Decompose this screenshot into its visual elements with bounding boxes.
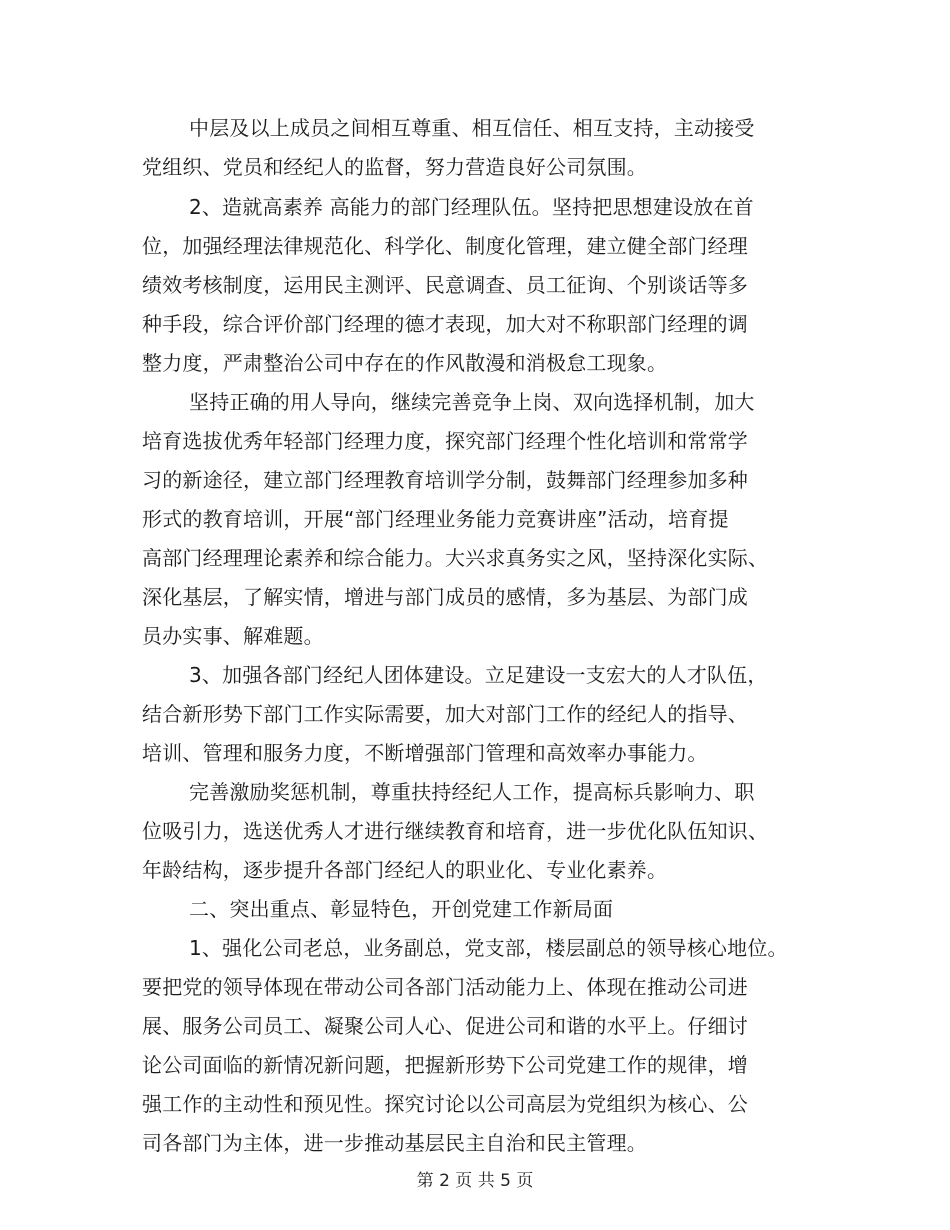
section-heading: 二、突出重点、彰显特色，开创党建工作新局面 xyxy=(189,897,614,921)
text-line: 要把党的领导体现在带动公司各部门活动能力上、体现在推动公司进 xyxy=(142,975,748,999)
text-line: 中层及以上成员之间相互尊重、相互信任、相互支持，主动接受 xyxy=(189,116,755,140)
text-line: 高部门经理理论素养和综合能力。大兴求真务实之风，坚持深化实际、 xyxy=(142,546,769,570)
text-line: 员办实事、解难题。 xyxy=(142,624,324,648)
text-line: 种手段，综合评价部门经理的德才表现，加大对不称职部门经理的调 xyxy=(142,312,748,336)
text-line: 深化基层，了解实情，增进与部门成员的感情，多为基层、为部门成 xyxy=(142,585,748,609)
text-line: 培育选拔优秀年轻部门经理力度，探究部门经理个性化培训和常常学 xyxy=(142,429,748,453)
text-line: 3、加强各部门经纪人团体建设。立足建设一支宏大的人才队伍， xyxy=(189,663,768,687)
text-line: 论公司面临的新情况新问题，把握新形势下公司党建工作的规律，增 xyxy=(142,1053,748,1077)
text-line: 1、强化公司老总，业务副总，党支部，楼层副总的领导核心地位。 xyxy=(189,936,788,960)
text-line: 坚持正确的用人导向，继续完善竞争上岗、双向选择机制，加大 xyxy=(189,390,755,414)
text-line: 形式的教育培训，开展“部门经理业务能力竞赛讲座”活动，培育提 xyxy=(142,507,729,531)
text-line: 整力度，严肃整治公司中存在的作风散漫和消极怠工现象。 xyxy=(142,351,668,375)
text-line: 习的新途径，建立部门经理教育培训学分制，鼓舞部门经理参加多种 xyxy=(142,468,748,492)
text-line: 结合新形势下部门工作实际需要，加大对部门工作的经纪人的指导、 xyxy=(142,702,748,726)
text-line: 强工作的主动性和预见性。探究讨论以公司高层为党组织为核心、公 xyxy=(142,1092,748,1116)
text-line: 绩效考核制度，运用民主测评、民意调查、员工征询、个别谈话等多 xyxy=(142,273,748,297)
text-line: 展、服务公司员工、凝聚公司人心、促进公司和谐的水平上。仔细讨 xyxy=(142,1014,748,1038)
page-number-footer: 第 2 页 共 5 页 xyxy=(416,1171,534,1191)
text-line: 司各部门为主体，进一步推动基层民主自治和民主管理。 xyxy=(142,1131,647,1155)
text-line: 位，加强经理法律规范化、科学化、制度化管理，建立健全部门经理 xyxy=(142,234,748,258)
text-line: 位吸引力，选送优秀人才进行继续教育和培育，进一步优化队伍知识、 xyxy=(142,819,769,843)
text-line: 2、造就高素养 高能力的部门经理队伍。坚持把思想建设放在首 xyxy=(189,195,754,219)
text-line: 培训、管理和服务力度，不断增强部门管理和高效率办事能力。 xyxy=(142,741,708,765)
text-line: 完善激励奖惩机制，尊重扶持经纪人工作，提高标兵影响力、职 xyxy=(189,780,755,804)
text-line: 党组织、党员和经纪人的监督，努力营造良好公司氛围。 xyxy=(142,155,647,179)
text-line: 年龄结构，逐步提升各部门经纪人的职业化、专业化素养。 xyxy=(142,858,668,882)
